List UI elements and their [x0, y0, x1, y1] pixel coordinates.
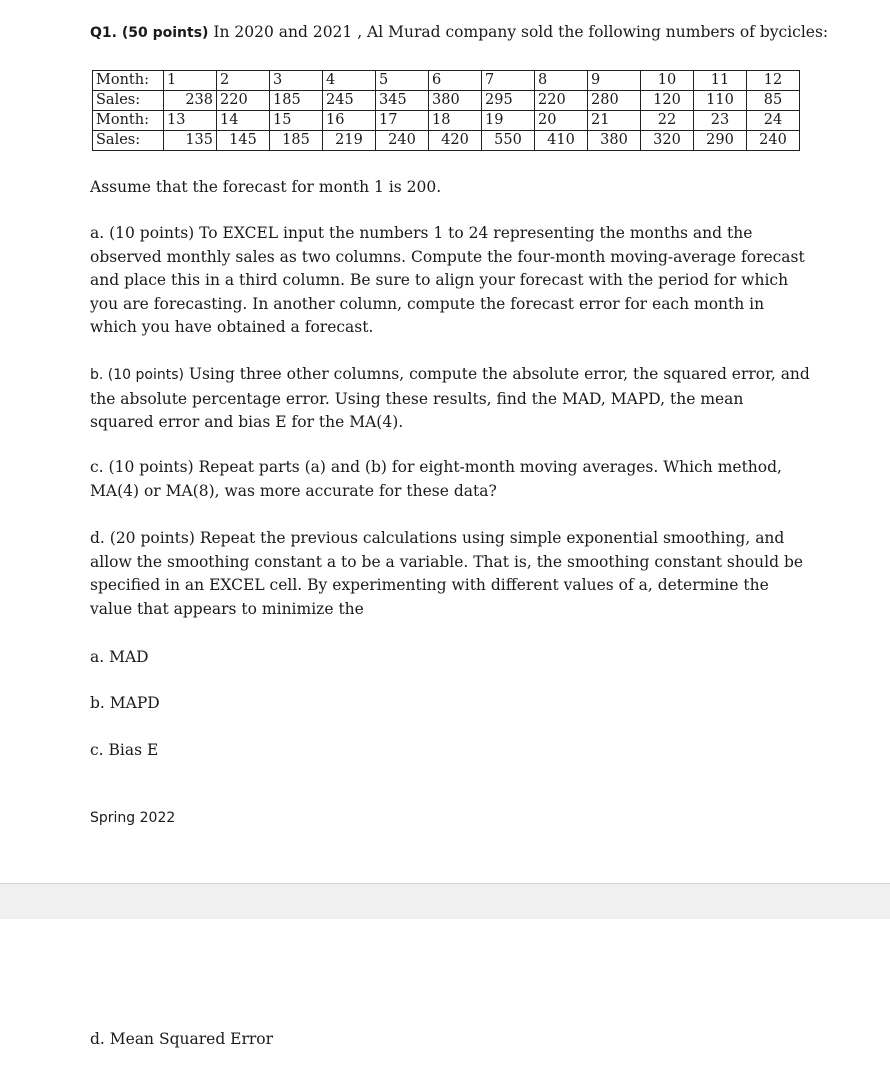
table-row [93, 91, 800, 111]
table-cell: 550 [482, 131, 535, 151]
table-cell: 1 [164, 71, 217, 91]
table-cell: 13 [164, 111, 217, 131]
table-row [93, 131, 800, 151]
part-d-paragraph [90, 527, 810, 621]
table-cell: 18 [429, 111, 482, 131]
table-cell: 185 [270, 91, 323, 111]
semester-footer: Spring 2022 [90, 810, 176, 826]
table-cell: 295 [482, 91, 535, 111]
part-b-text: Using three other columns, compute the absolute error, the squared error, and the absolute percentage error. Using these results, find the MAD, MAPD, the mean squared error and bias E for the MA(4). [90, 365, 810, 431]
table-row [93, 111, 800, 131]
part-a-text: To EXCEL input the numbers 1 to 24 representing the months and the observed monthly sales as two columns. Compute the four-month moving-average forecast and place this in a third column. Be sure to align your forecast with the period for which you are forecasting. In another column, compute the forecast error for each month in which you have obtained a forecast. [90, 224, 805, 336]
table-cell: 240 [747, 131, 800, 151]
table-cell: 3 [270, 71, 323, 91]
row-label: Sales: [93, 91, 164, 111]
table-cell: 320 [641, 131, 694, 151]
table-cell: 185 [270, 131, 323, 151]
list-item-mapd: b. MAPD [90, 694, 160, 712]
part-b-paragraph [90, 363, 810, 435]
part-d-text: Repeat the previous calculations using simple exponential smoothing, and allow the smoothing constant a to be a variable. That is, the smoothing constant should be specified in an EXCEL cell. By experimenting with different values of a, determine the value that appears to minimize the [90, 529, 804, 618]
page-break [0, 883, 890, 919]
part-d-label: d. (20 points) [90, 529, 195, 547]
part-a-label: a. (10 points) [90, 224, 195, 242]
table-cell: 24 [747, 111, 800, 131]
table-cell: 15 [270, 111, 323, 131]
table-cell: 280 [588, 91, 641, 111]
table-cell: 135 [164, 131, 217, 151]
table-cell: 240 [376, 131, 429, 151]
table-cell: 120 [641, 91, 694, 111]
table-cell: 4 [323, 71, 376, 91]
table-cell: 380 [429, 91, 482, 111]
part-c-paragraph [90, 456, 810, 503]
table-cell: 8 [535, 71, 588, 91]
row-label: Sales: [93, 131, 164, 151]
table-cell: 21 [588, 111, 641, 131]
table-cell: 220 [535, 91, 588, 111]
part-c-text: Repeat parts (a) and (b) for eight-month moving averages. Which method, MA(4) or MA(8), was more accurate for these data? [90, 458, 782, 500]
table-cell: 85 [747, 91, 800, 111]
table-cell: 19 [482, 111, 535, 131]
table-cell: 7 [482, 71, 535, 91]
table-cell: 380 [588, 131, 641, 151]
table-cell: 238 [164, 91, 217, 111]
table-cell: 290 [694, 131, 747, 151]
sales-table [92, 70, 800, 151]
question-heading [90, 21, 828, 46]
row-label: Month: [93, 71, 164, 91]
table-cell: 22 [641, 111, 694, 131]
row-label: Month: [93, 111, 164, 131]
table-cell: 145 [217, 131, 270, 151]
table-cell: 219 [323, 131, 376, 151]
part-b-label: b. (10 points) [90, 367, 184, 383]
table-row [93, 71, 800, 91]
table-cell: 16 [323, 111, 376, 131]
table-cell: 23 [694, 111, 747, 131]
table-cell: 14 [217, 111, 270, 131]
list-item-bias: c. Bias E [90, 741, 159, 759]
part-c-label: c. (10 points) [90, 458, 194, 476]
question-text: In 2020 and 2021 , Al Murad company sold the following numbers of bycicles: [208, 23, 829, 41]
table-cell: 410 [535, 131, 588, 151]
table-cell: 420 [429, 131, 482, 151]
table-cell: 2 [217, 71, 270, 91]
table-cell: 5 [376, 71, 429, 91]
assumption-text: Assume that the forecast for month 1 is 200. [90, 178, 442, 196]
list-item-mse: d. Mean Squared Error [90, 1030, 274, 1048]
table-cell: 220 [217, 91, 270, 111]
table-cell: 20 [535, 111, 588, 131]
question-label: Q1. (50 points) [90, 25, 209, 41]
table-cell: 6 [429, 71, 482, 91]
table-cell: 110 [694, 91, 747, 111]
table-cell: 17 [376, 111, 429, 131]
table-cell: 11 [694, 71, 747, 91]
table-cell: 9 [588, 71, 641, 91]
table-cell: 12 [747, 71, 800, 91]
table-cell: 345 [376, 91, 429, 111]
table-cell: 245 [323, 91, 376, 111]
list-item-mad: a. MAD [90, 648, 149, 666]
part-a-paragraph [90, 222, 810, 340]
table-cell: 10 [641, 71, 694, 91]
